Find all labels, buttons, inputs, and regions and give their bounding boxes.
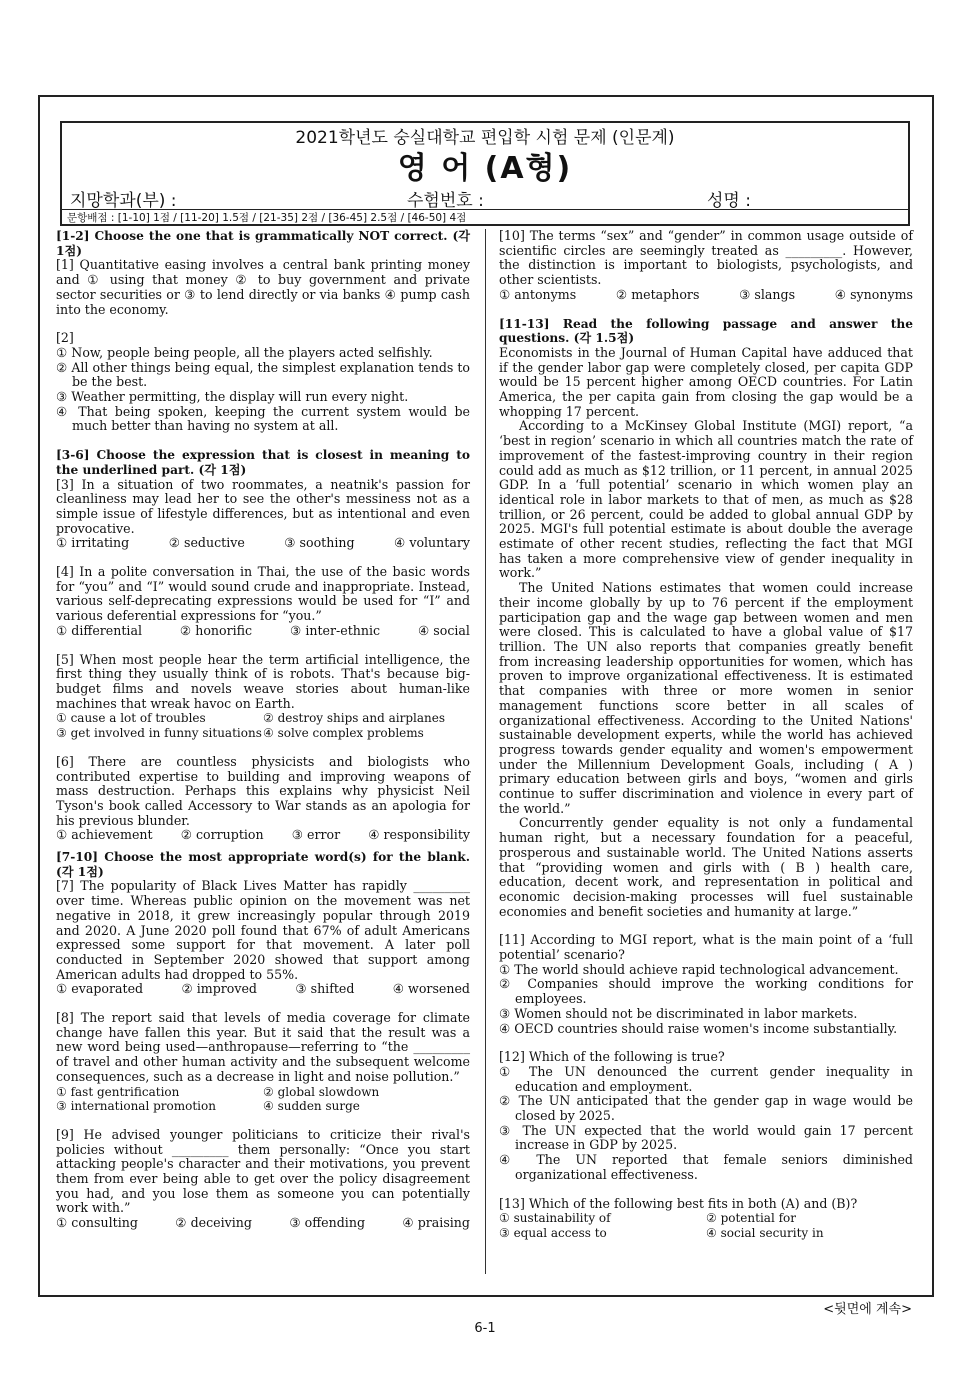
section-1-heading: [1-2] Choose the one that is grammatically NOT correct. (각 1점) — [56, 229, 470, 258]
question-10: [10] The terms “sex” and “gender” in common usage outside of scientific circles are seemingly treated as _________. However, the distinction is important to biologists, psychologists, and other scientists. — [499, 228, 913, 288]
question-11: [11] According to MGI report, what is the main point of a ‘full potential’ scenario? — [499, 932, 913, 963]
question-10-options — [499, 288, 913, 303]
passage-paragraph-1: Economists in the Journal of Human Capital have adduced that if the gender labor gap were completely closed, per capita GDP would be 15 percent higher among OECD countries. For Latin America, the per capita gain from closing the gap would be a whopping 17 percent. — [499, 344, 913, 419]
question-5-options — [56, 711, 470, 740]
option: ① differential — [56, 622, 142, 638]
name-label: 성명 : — [707, 191, 751, 211]
section-3-heading: [7-10] Choose the most appropriate word(s) for the blank. (각 1점) — [56, 850, 470, 879]
question-7-options — [56, 982, 470, 997]
page-number: 6-1 — [474, 1321, 496, 1336]
option: ① antonyms — [499, 286, 577, 302]
question-5: [5] When most people hear the term artificial intelligence, the first thing they usually think of is robots. That's because big-budget films and novels weave stories about human-like machines that wreak havoc on Earth. — [56, 651, 470, 711]
question-2-option-4: ④ That being spoken, keeping the current system would be much better than having no system at all. — [56, 403, 470, 434]
option: ② potential for — [706, 1211, 796, 1226]
option: ③ soothing — [284, 535, 355, 551]
option: ② global slowdown — [263, 1084, 380, 1099]
option: ② destroy ships and airplanes — [263, 711, 446, 726]
question-13: [13] Which of the following best fits in both (A) and (B)? — [499, 1195, 858, 1211]
option: ③ equal access to — [499, 1226, 607, 1240]
question-13-options — [499, 1211, 913, 1240]
question-2-option-2: ② All other things being equal, the simplest explanation tends to be the best. — [56, 359, 470, 390]
question-11-option-2: ② Companies should improve the working conditions for employees. — [499, 976, 913, 1007]
option: ④ social — [418, 622, 470, 638]
question-11-option-1: ① The world should achieve rapid technological advancement. — [499, 961, 899, 977]
question-2-number: [2] — [56, 330, 74, 346]
option: ④ social security in — [706, 1226, 824, 1240]
question-4: [4] In a polite conversation in Thai, the use of the basic words for “you” and “I” would sound crude and inappropriate. Instead, various self-deprecating expressions would be used for “I” and various deferential expressions for “you.” — [56, 564, 470, 624]
question-6: [6] There are countless physicists and biologists who contributed expertise to building and improving weapons of mass destruction. Perhaps this explains why physicist Neil Tyson's book called Accessory to War stands as an apologia for his previous blunder. — [56, 753, 470, 828]
question-7: [7] The popularity of Black Lives Matter has rapidly _________ over time. Whereas public opinion on the movement was net negative in 2018, it grew increasingly popular through 2019 and 2020. A June 2020 poll found that 67% of adult Americans expressed some support for that movement. A later poll conducted in September 2020 showed that support among American adults had dropped to 55%. — [56, 878, 470, 982]
option: ② metaphors — [615, 286, 700, 302]
section-4-heading: [11-13] Read the following passage and answer the questions. (각 1.5점) — [499, 316, 913, 346]
option: ③ error — [291, 827, 341, 843]
question-12-option-3: ③ The UN expected that the world would gain 17 percent increase in GDP by 2025. — [499, 1122, 913, 1153]
option: ④ worsened — [392, 981, 470, 997]
option: ② seductive — [168, 535, 245, 551]
question-12: [12] Which of the following is true? — [499, 1049, 725, 1065]
question-8: [8] The report said that levels of media coverage for climate change have fallen this year. But it said that the result was a new word being used—anthropause—referring to “the _________ of travel and other human activity and the subsequent welcome consequences, such as a decrease in light and noise pollution.” — [56, 1010, 470, 1084]
section-2-heading: [3-6] Choose the expression that is closest in meaning to the underlined part. (각 1점) — [56, 448, 470, 477]
question-3-options — [56, 536, 470, 551]
option: ② corruption — [180, 827, 264, 843]
question-9: [9] He advised younger politicians to criticize their rival's policies without _________ them personally: “Once you start attacking people's character and their motivations, you prevent them from ever being able to get over the policy disagreement you had, and you lose them as someone you can potentially work with.” — [56, 1126, 470, 1216]
option: ③ offending — [289, 1215, 366, 1231]
option: ② honorific — [179, 622, 253, 638]
question-12-option-4: ④ The UN reported that female seniors diminished organizational effectiveness. — [499, 1152, 913, 1182]
option: ① fast gentrification — [56, 1084, 180, 1099]
option: ③ international promotion — [56, 1099, 216, 1114]
major-label: 지망학과(부) : — [70, 191, 177, 211]
option: ① achievement — [56, 827, 153, 843]
option: ④ sudden surge — [263, 1099, 360, 1114]
question-4-options — [56, 624, 470, 639]
question-2-option-1: ① Now, people being people, all the players acted selfishly. — [56, 344, 433, 360]
question-2-option-3: ③ Weather permitting, the display will run every night. — [56, 389, 409, 405]
option: ① evaporated — [56, 981, 144, 997]
passage-paragraph-3: The United Nations estimates that women could increase their income globally by up to 76 percent if the employment participation gap and the wage gap between women and men were closed. This is calculated to have a global value of $17 trillion. The UN also reports that companies greatly benefit from increasing leadership opportunities for women, which has proven to improve organizational effectiveness. It is estimated that companies with three or more women in senior management functions score better in all scales of organizational effectiveness. According to the United Nations' sustainable development experts, while the world has achieved progress towards gender equality and women's empowerment under the Millennium Development Goals, including ( A ) primary education between girls and boys, “women and girls continue to suffer discrimination and violence in every part of the world.” — [499, 580, 913, 816]
right-column — [499, 229, 913, 1241]
score-distribution: 문항배점 : [1-10] 1점 / [11-20] 1.5점 / [21-35] 2점 / [36-45] 2.5점 / [46-50] 4점 — [62, 209, 908, 227]
option: ④ synonyms — [834, 286, 913, 302]
question-11-option-4: ④ OECD countries should raise women's income substantially. — [499, 1020, 898, 1036]
option: ③ slangs — [739, 286, 796, 302]
question-1: [1] Quantitative easing involves a central bank printing money and ① using that money ② to buy government and private sector securities or ③ to lend directly or via banks ④ pump cash into the economy. — [56, 257, 470, 317]
option: ② deceiving — [175, 1215, 252, 1231]
passage-paragraph-2: According to a McKinsey Global Institute (MGI) report, “a ‘best in region’ scenario in which all countries match the rate of improvement of the fastest-improving country in their region could add as much as $12 trillion, or 11 percent, in annual 2025 GDP. In a ‘full potential’ scenario in which women play an identical role in labor markets to that of men, as much as $28 trillion, or 26 percent, could be added to global annual GDP by 2025. MGI's full potential estimate is about double the average estimate of other recent studies, reflecting the fact that MGI has taken a more comprehensive view of gender inequality in work.” — [499, 418, 913, 581]
question-8-options — [56, 1085, 470, 1114]
question-12-option-1: ① The UN denounced the current gender inequality in education and employment. — [499, 1063, 913, 1094]
exam-title: 2021학년도 숭실대학교 편입학 시험 문제 (인문계) — [295, 128, 675, 148]
option: ③ shifted — [295, 981, 355, 997]
option: ① irritating — [56, 535, 130, 551]
exam-header — [60, 121, 910, 226]
option: ④ responsibility — [368, 827, 470, 843]
candidate-info-row — [62, 186, 908, 210]
question-12-option-2: ② The UN anticipated that the gender gap in wage would be closed by 2025. — [499, 1093, 913, 1124]
left-column — [56, 229, 470, 1231]
continue-note: <뒷면에 계속> — [823, 1302, 912, 1317]
question-3: [3] In a situation of two roommates, a neatnik's passion for cleanliness may lead her to see the other's messiness not as a simple issue of lifestyle differences, but as intentional and even provocative. — [56, 476, 470, 536]
option: ② improved — [181, 981, 257, 997]
option: ④ praising — [402, 1215, 470, 1231]
option: ① sustainability of — [499, 1211, 611, 1226]
option: ③ get involved in funny situations — [56, 726, 262, 741]
option: ① consulting — [56, 1215, 138, 1231]
passage-paragraph-4: Concurrently gender equality is not only a fundamental human right, but a necessary foundation for a peaceful, prosperous and sustainable world. The United Nations asserts that “providing women and girls with ( B ) health care, education, decent work, and representation in political and economic decision-making processes will fuel sustainable economies and benefit societies and humanity at large.” — [499, 815, 913, 919]
question-6-options — [56, 828, 470, 843]
question-11-option-3: ③ Women should not be discriminated in labor markets. — [499, 1005, 858, 1021]
exam-number-label: 수험번호 : — [407, 191, 484, 211]
column-divider — [485, 229, 486, 1274]
option: ③ inter-ethnic — [290, 622, 381, 638]
option: ④ solve complex problems — [263, 726, 424, 741]
question-9-options — [56, 1216, 470, 1231]
option: ① cause a lot of troubles — [56, 711, 206, 726]
option: ④ voluntary — [394, 535, 470, 551]
exam-subject: 영 어 (A형) — [397, 151, 573, 186]
